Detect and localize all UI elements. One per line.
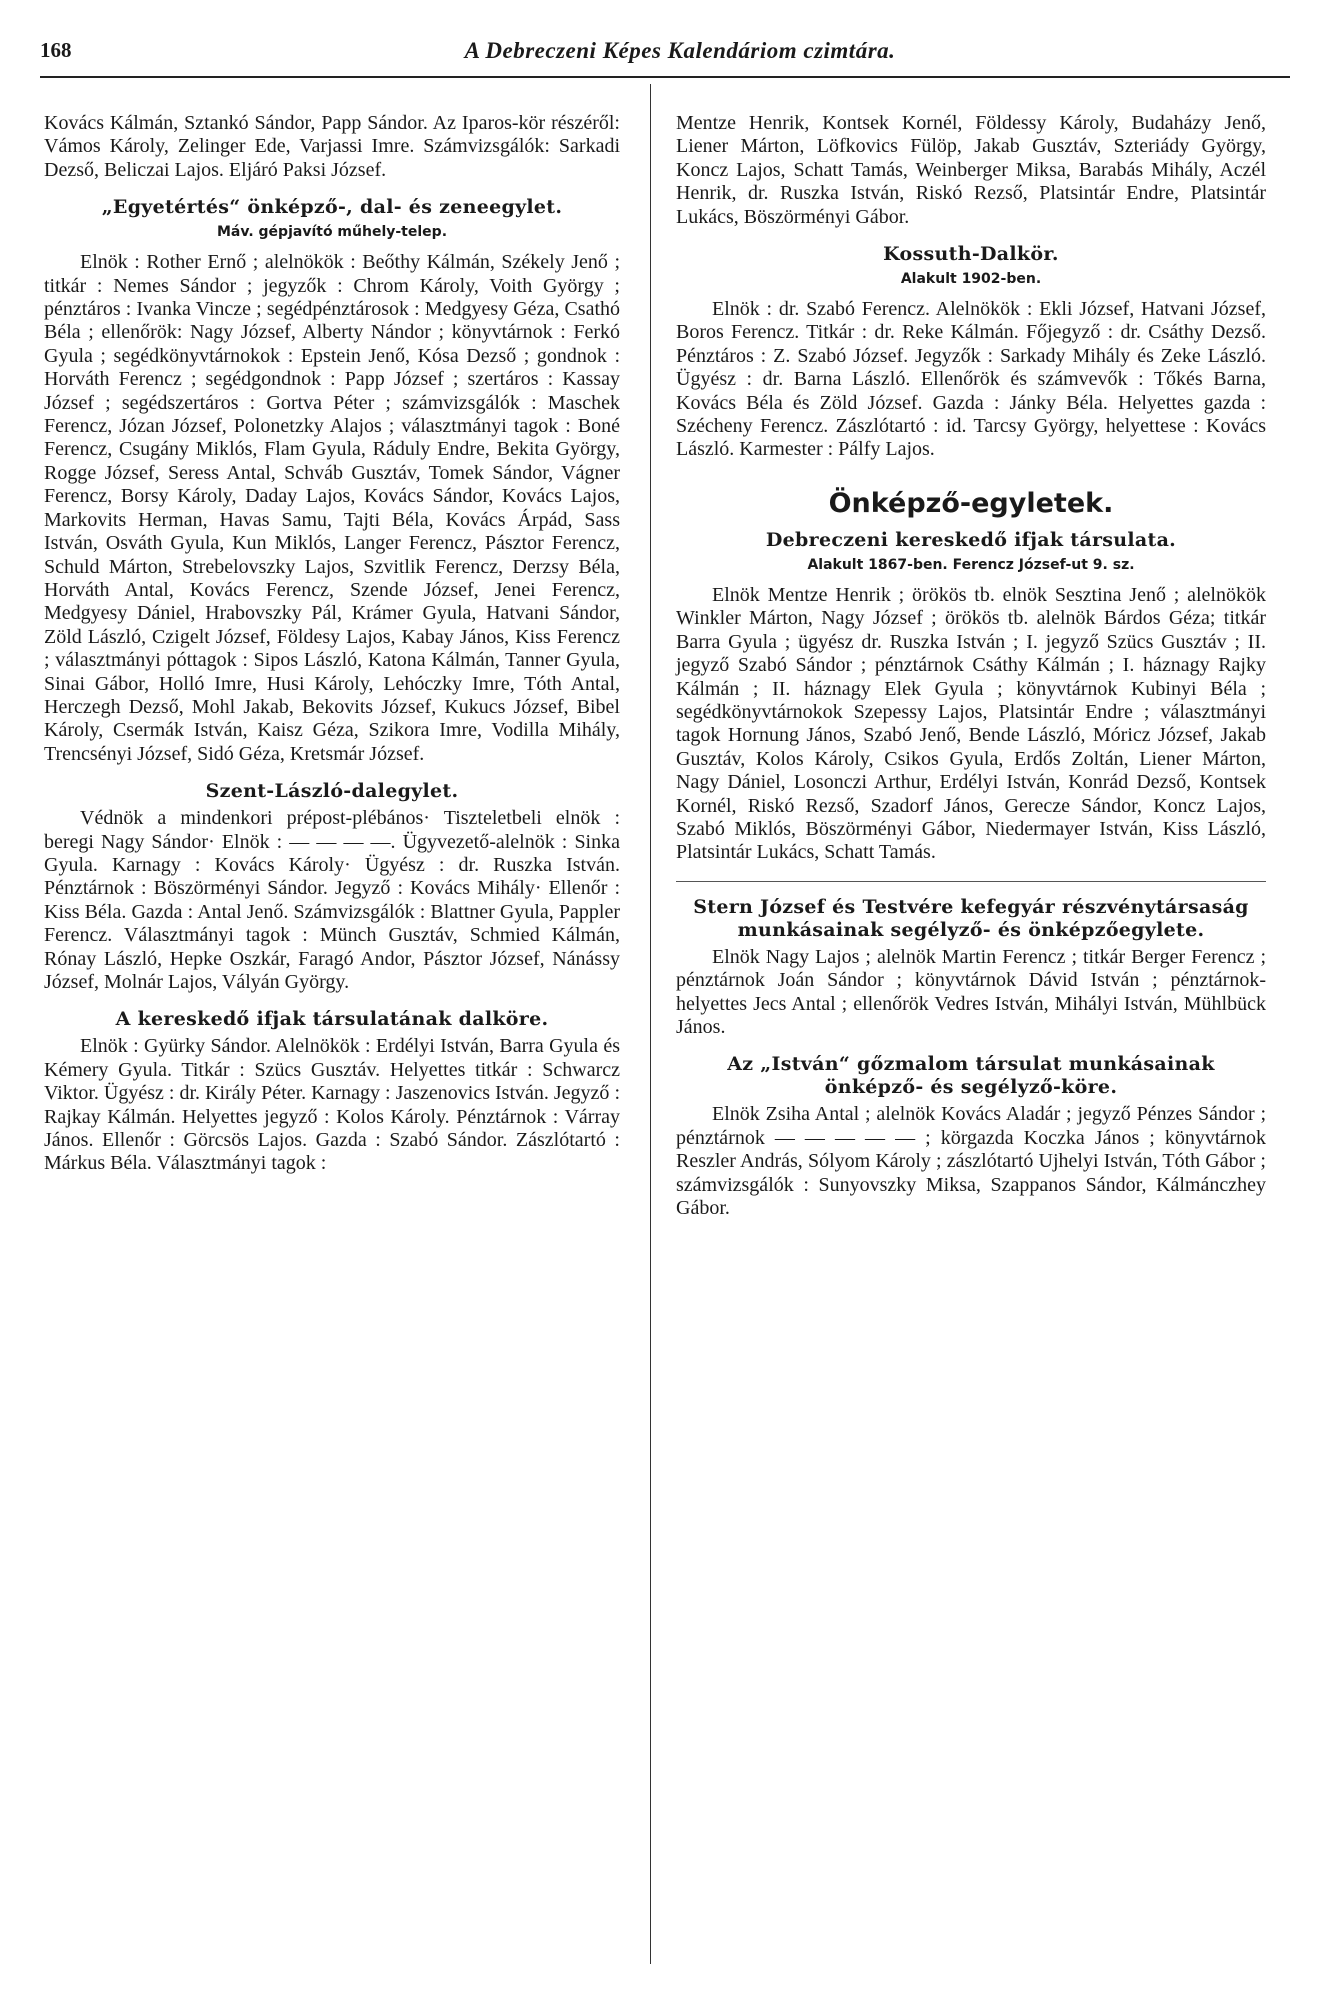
section-body-kossuth: Elnök : dr. Szabó Ferencz. Alelnökök : Ekli József, Hatvani József, Boros Ferencz. Titkár : dr. Reke Kálmán. Főjegyző : dr. Csáthy Dezső. Pénztáros : Z. Szabó József. Jegyzők : Sarkady Mihály és Zeke László. Ügyész : dr. Barna László. Ellenőrök és számvevők : Tőkés Barna, Kovács Béla és Zöld József. Gazda : Jánky Béla. Helyettes gazda : Szécheny Ferencz. Zászlótartó : id. Tarcsy György, helyettese : Kovács László. Karmester : Pálfy Lajos. [676, 298, 1266, 461]
continuation-text: Mentze Henrik, Kontsek Kornél, Földessy Károly, Budaházy Jenő, Liener Márton, Löfkovics Fülöp, Jakab Gusztáv, Szteriády György, Koncz Lajos, Schatt Tamás, Weinberger Miksa, Barabás Mihály, Aczél Henrik, dr. Ruszka István, Riskó Rezső, Platsintár Endre, Platsintár Lukács, Böszörményi Gábor. [676, 112, 1266, 228]
running-title: A Debreczeni Képes Kalendáriom czimtára. [464, 38, 896, 63]
section-body-istvan-gozmalom: Elnök Zsiha Antal ; alelnök Kovács Aladár ; jegyző Pénzes Sándor ; pénztárnok — — — — — ; körgazda Koczka János ; könyvtárnok Reszler András, Sólyom Károly ; zászlótartó Ujhelyi István, Tóth Gábor ; számvizsgálók : Sunyovszky Miksa, Szappanos Sándor, Kálmánczhey Gábor. [676, 1103, 1266, 1219]
section-body-kereskedo-ifjak: Elnök Mentze Henrik ; örökös tb. elnök Sesztina Jenő ; alelnökök Winkler Márton, Nagy József ; örökös tb. alelnök Bárdos Géza; titkár Barra Gyula ; ügyész dr. Ruszka István ; I. jegyző Szücs Gusztáv ; II. jegyző Szabó Sándor ; pénztárnok Csáthy Kálmán ; I. háznagy Rajky Kálmán ; II. háznagy Elek Gyula ; könyvtárnok Kubinyi Béla ; segédkönyvtárnokok Szepessy Lajos, Platsintár Endre ; választmányi tagok Hornung János, Szabó Jenő, Bende László, Móricz József, Jakab Gusztáv, Kolos Károly, Csikos Gyula, Erdős Zoltán, Liener Márton, Nagy Dániel, Losonczi Arthur, Erdélyi István, Konrád Dezső, Kontsek Kornél, Riskó Rezső, Szadorf János, Gerecze Sándor, Koncz Lajos, Szabó Miklós, Böszörményi Gábor, Niedermayer István, Kiss László, Platsintár Lukács, Schatt Tamás. [676, 583, 1266, 864]
section-title-kereskedo-ifjak: Debreczeni kereskedő ifjak társulata. [765, 528, 1177, 551]
column-divider [650, 84, 651, 1964]
section-subtitle-kossuth: Alakult 1902-ben. [900, 271, 1042, 288]
right-column [676, 112, 1266, 1220]
page-header [40, 38, 1290, 72]
section-title-istvan-gozmalom: Az „István“ gőzmalom társulat munkásainak önképző- és segélyző-köre. [727, 1053, 1215, 1099]
intro-text: Kovács Kálmán, Sztankó Sándor, Papp Sándor. Az Iparos-kör részéről: Vámos Károly, Zelinger Ede, Varjassi Imre. Számvizsgálók: Sarkadi Dezső, Beliczai Lajos. Eljáró Paksi József. [44, 112, 620, 181]
section-body-kereskedo-dalkor: Elnök : Gyürky Sándor. Alelnökök : Erdélyi István, Barra Gyula és Kémery Gyula. Titkár : Szücs Gusztáv. Helyettes titkár : Schwarcz Viktor. Ügyész : dr. Király Péter. Karnagy : Jaszenovics István. Jegyző : Rajkay Kálmán. Helyettes jegyző : Kolos Károly. Pénztárnok : Várray János. Ellenőr : Görcsös Lajos. Gazda : Szabó Sándor. Zászlótartó : Márkus Béla. Választmányi tagok : [44, 1035, 620, 1175]
section-body-stern: Elnök Nagy Lajos ; alelnök Martin Ferencz ; titkár Berger Ferencz ; pénztárnok Joán Sándor ; könyvtárnok Dávid István ; pénztárnok-helyettes Jecs Antal ; ellenőrök Vedres István, Mihályi István, Mühlbück János. [676, 945, 1266, 1038]
section-title-szent-laszlo: Szent-László-dalegylet. [205, 780, 459, 803]
page-number: 168 [40, 38, 72, 62]
section-subtitle-kereskedo-ifjak: Alakult 1867-ben. Ferencz József-ut 9. sz. [807, 556, 1135, 573]
left-column [44, 112, 620, 1176]
section-body-szent-laszlo: Védnök a mindenkori prépost-plébános· Tiszteletbeli elnök : beregi Nagy Sándor· Elnök : — — — —. Ügyvezető-alelnök : Sinka Gyula. Karnagy : Kovács Károly· Ügyész : dr. Ruszka István. Pénztárnok : Böszörményi Sándor. Jegyző : Kovács Mihály· Ellenőr : Kiss Béla. Gazda : Antal Jenő. Számvizsgálók : Blattner Gyula, Pappler Ferencz. Választmányi tagok : Münch Gusztáv, Schmied Kálmán, Rónay László, Hepke Oszkár, Faragó Andor, Pásztor József, Nánássy József, Molnár Lajos, Vályán György. [44, 807, 620, 993]
section-title-kereskedo-dalkor: A kereskedő ifjak társulatának dalköre. [115, 1008, 549, 1031]
section-body-egyetertes: Elnök : Rother Ernő ; alelnökök : Beőthy Kálmán, Székely Jenő ; titkár : Nemes Sándor ; jegyzők : Chrom Károly, Voith György ; pénztáros : Ivanka Vincze ; segédpénztárosok : Medgyesy Géza, Csathó Béla ; ellenőrök: Nagy József, Alberty Nándor ; könyvtárnok : Ferkó Gyula ; segédkönyvtárnokok : Epstein Jenő, Kósa Dezső ; gondnok : Horváth Ferencz ; segédgondnok : Papp József ; szertáros : Kassay József ; segédszertáros : Gortva Péter ; számvizsgálók : Maschek Ferencz, Józan József, Polonetzky Alajos ; választmányi tagok : Boné Ferencz, Csugány Miklós, Flam Gyula, Ráduly Endre, Bekita György, Rogge József, Seress Antal, Schváb Gusztáv, Tomek Sándor, Vágner Ferencz, Borsy Károly, Daday Lajos, Kovács Sándor, Kovács Lajos, Markovits Herman, Havas Samu, Tajti Béla, Kovács Árpád, Sass István, Osváth Gyula, Kun Miklós, Langer Ferencz, Pásztor Ferencz, Schuld Márton, Strebelovszky Lajos, Szvitlik Ferencz, Derzsy Béla, Horváth Antal, Kovács Ferencz, Szende József, Jenei Ferencz, Medgyesy Dániel, Hrabovszky Pál, Krámer Gyula, Hatvani Sándor, Zöld László, Czigelt József, Földesy Lajos, Kabay János, Kiss Ferencz ; választmányi póttagok : Sipos László, Katona Kálmán, Tanner Gyula, Sinai Gábor, Holló Imre, Husi Károly, Lehóczky Imre, Tóth Antal, Herczegh Dezső, Mohl Jakab, Bekovits József, Kukucs József, Bibel Károly, Csermák István, Kaisz Géza, Szikora Imre, Vodilla Mihály, Trencsényi József, Sidó Géza, Kretsmár József. [44, 251, 620, 765]
header-rule [40, 76, 1290, 78]
section-title-egyetertes: „Egyetértés“ önképző-, dal- és zeneegylet. [101, 196, 563, 219]
section-title-stern: Stern József és Testvére kefegyár részvénytársaság munkásainak segélyző- és önképzőegylete. [693, 895, 1249, 941]
onkepzo-heading: Önképző-egyletek. [828, 487, 1114, 519]
section-title-kossuth: Kossuth-Dalkör. [883, 243, 1059, 266]
section-separator [676, 881, 1266, 882]
section-subtitle-egyetertes: Máv. gépjavító műhely-telep. [216, 224, 448, 241]
